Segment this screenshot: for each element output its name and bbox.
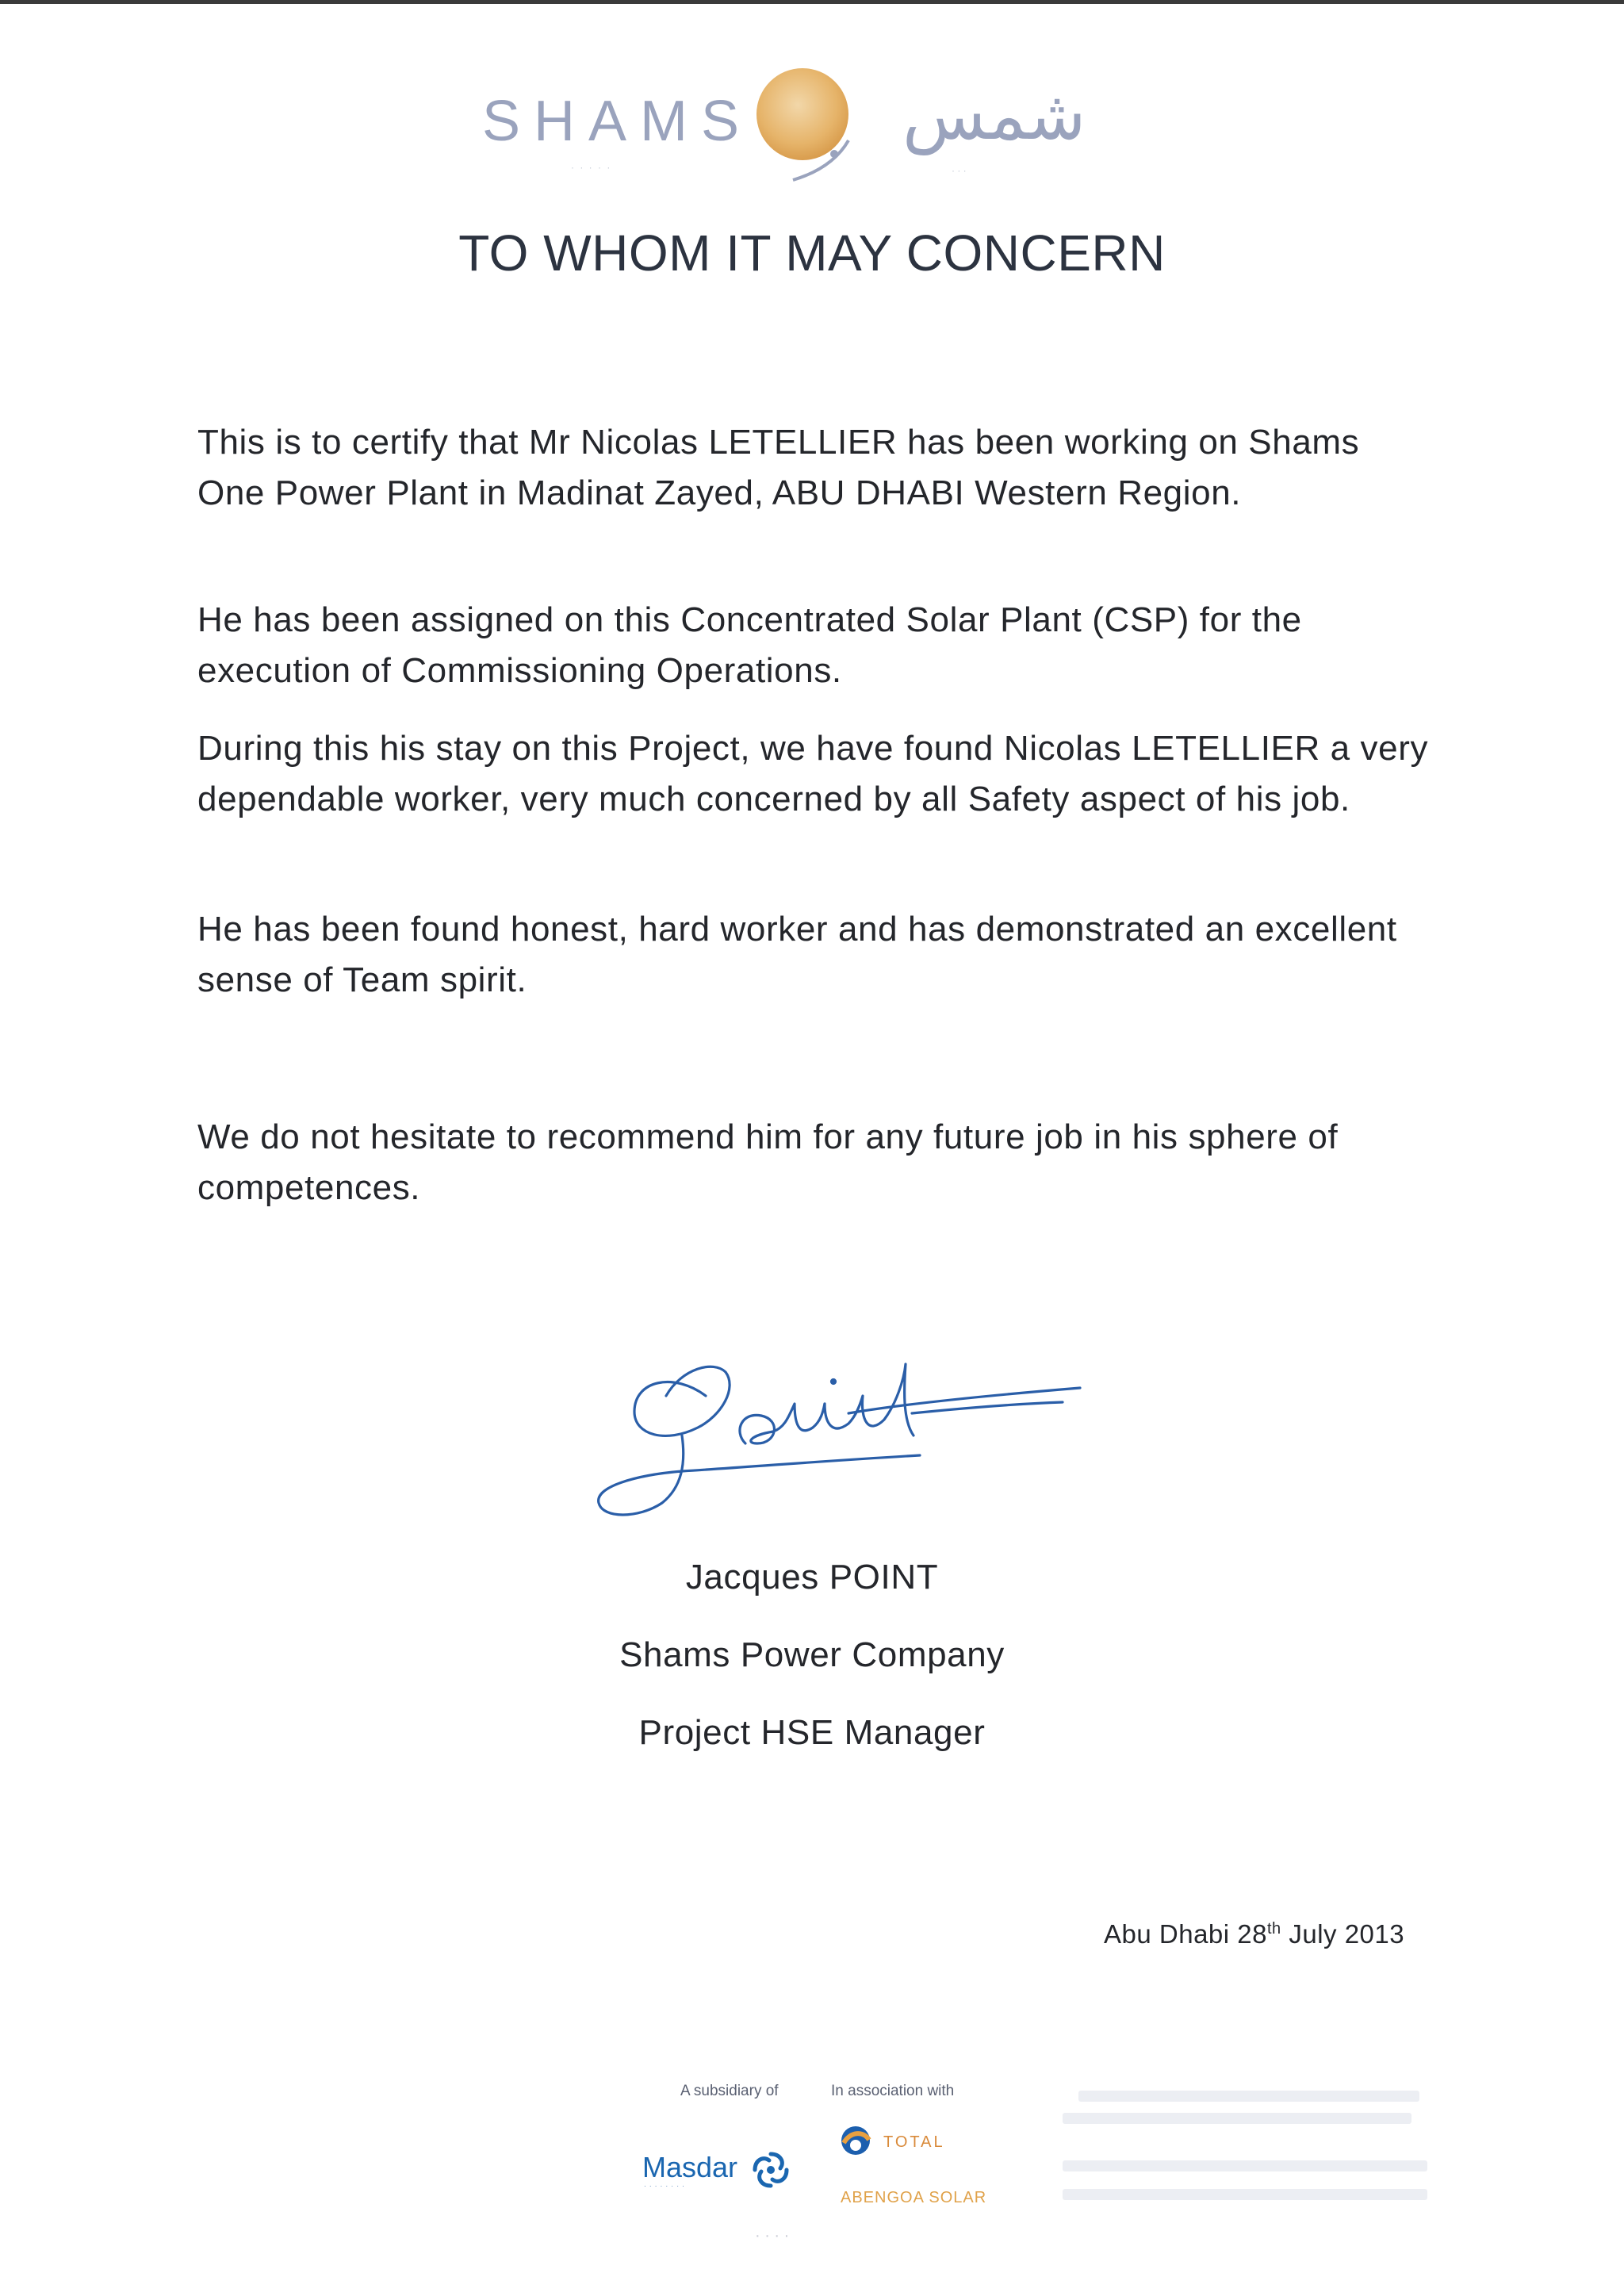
logo-arabic-tagline-faint: · · · bbox=[952, 165, 967, 176]
address-line-arabic-faint bbox=[1063, 2189, 1427, 2200]
masdar-tagline-faint: · · · · · · · · bbox=[644, 2183, 685, 2190]
paragraph-certification: This is to certify that Mr Nicolas LETELLIER has been working on Shams One Power Plant in Madinat Zayed, ABU DHABI Western Region. bbox=[197, 423, 1360, 512]
address-line-faint bbox=[1063, 2113, 1411, 2124]
abengoa-solar-logo: ABENGOA SOLAR bbox=[841, 2189, 987, 2206]
page-number-faint: · · · · bbox=[755, 2227, 790, 2244]
handwritten-signature bbox=[587, 1324, 1094, 1531]
paragraph-honesty: He has been found honest, hard worker and has demonstrated an excellent sense of Team spirit. bbox=[197, 910, 1397, 999]
date-suffix: July 2013 bbox=[1281, 1919, 1405, 1949]
address-line-faint bbox=[1078, 2091, 1419, 2102]
total-logo: TOTAL bbox=[883, 2133, 945, 2151]
address-line-arabic-faint bbox=[1063, 2160, 1427, 2171]
document-title: TO WHOM IT MAY CONCERN bbox=[458, 224, 1166, 282]
footer-subsidiary-label: A subsidiary of bbox=[680, 2083, 779, 2099]
footer-association-label: In association with bbox=[831, 2083, 955, 2099]
total-logo-icon bbox=[839, 2124, 872, 2157]
logo-tagline-faint: · · · · · bbox=[571, 162, 612, 173]
date-ordinal: th bbox=[1266, 1920, 1281, 1938]
shams-arabic-logo: شمس bbox=[902, 78, 1086, 154]
paragraph-recommendation: We do not hesitate to recommend him for any future job in his sphere of competences. bbox=[197, 1117, 1339, 1207]
masdar-swirl-icon bbox=[749, 2148, 793, 2192]
paragraph-assignment: He has been assigned on this Concentrated Solar Plant (CSP) for the execution of Commissioning Operations. bbox=[197, 600, 1302, 690]
signatory-name: Jacques POINT bbox=[685, 1558, 939, 1596]
date-prefix: Abu Dhabi 28 bbox=[1104, 1919, 1267, 1949]
signatory-company: Shams Power Company bbox=[619, 1635, 1005, 1674]
shams-sun-icon bbox=[753, 65, 856, 184]
top-border bbox=[0, 0, 1624, 4]
masdar-logo: Masdar bbox=[642, 2151, 738, 2183]
shams-latin-logo: SHAMS bbox=[482, 90, 753, 153]
paragraph-dependability: During this his stay on this Project, we have found Nicolas LETELLIER a very dependable worker, very much concerned by all Safety aspect of his job. bbox=[197, 729, 1429, 818]
date-line bbox=[1104, 1919, 1404, 1949]
signatory-role: Project HSE Manager bbox=[638, 1713, 986, 1752]
